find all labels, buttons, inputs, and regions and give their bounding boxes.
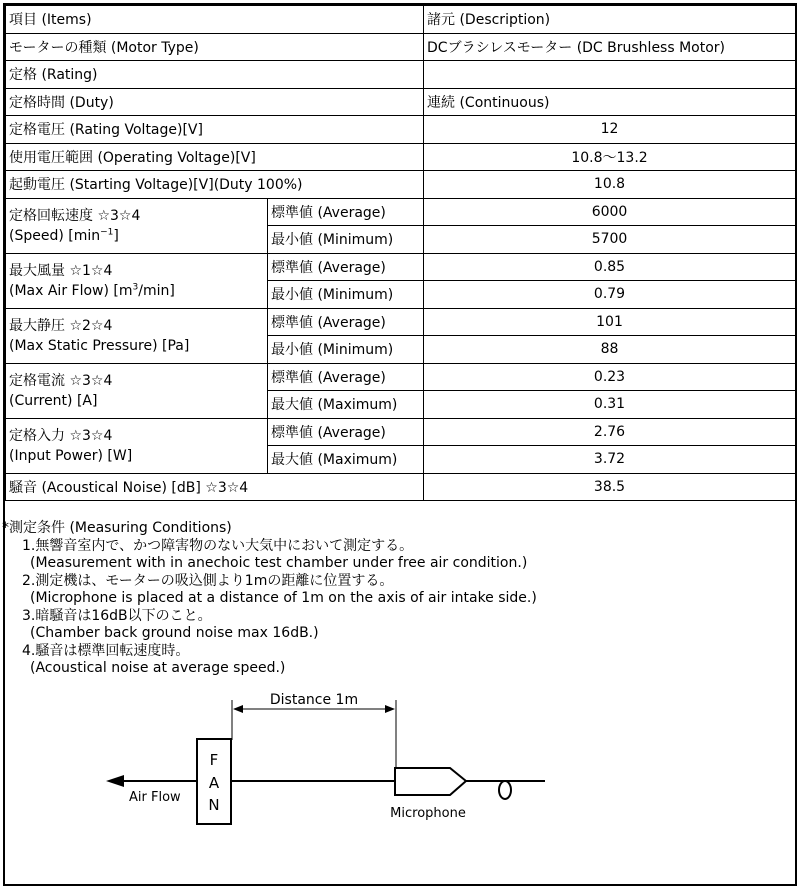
airflow-average-label: 標準値 (Average): [268, 253, 424, 281]
power-maximum-label: 最大値 (Maximum): [268, 446, 424, 474]
fan-letter-f: F: [209, 751, 219, 769]
rating-voltage-value: 12: [424, 116, 796, 144]
note-4-en: (Acoustical noise at average speed.): [30, 660, 286, 676]
airflow-minimum-label: 最小値 (Minimum): [268, 281, 424, 309]
speed-minimum-value: 5700: [424, 226, 796, 254]
speed-average-label: 標準値 (Average): [268, 198, 424, 226]
current-average-value: 0.23: [424, 363, 796, 391]
pressure-average-label: 標準値 (Average): [268, 308, 424, 336]
speed-label-en: (Speed) $[\min^{-1}]$: [9, 226, 119, 244]
motor-type-label: モーターの種類 (Motor Type): [6, 33, 424, 61]
rating-voltage-label: 定格電圧 (Rating Voltage)[V]: [6, 116, 424, 144]
airflow-arrow-icon: [106, 775, 124, 787]
cable-loop: [499, 781, 511, 799]
note-4-jp: 4.騒音は標準回転速度時。: [22, 642, 190, 659]
pressure-label-en: (Max Static Pressure) [Pa]: [9, 337, 190, 354]
airflow-label-en: (Max Air Flow) $[m^3/\min]$: [9, 281, 175, 299]
duty-value: 連続 (Continuous): [424, 88, 796, 116]
microphone-label: Microphone: [390, 806, 466, 821]
power-average-label: 標準値 (Average): [268, 418, 424, 446]
airflow-minimum-value: 0.79: [424, 281, 796, 309]
current-maximum-label: 最大値 (Maximum): [268, 391, 424, 419]
airflow-average-value: 0.85: [424, 253, 796, 281]
speed-average-value: 6000: [424, 198, 796, 226]
current-average-label: 標準値 (Average): [268, 363, 424, 391]
airflow-label: Air Flow: [129, 790, 181, 805]
fan-letter-n: N: [208, 796, 220, 814]
power-label-en: (Input Power) [W]: [9, 447, 133, 464]
power-average-value: 2.76: [424, 418, 796, 446]
microphone-icon: [395, 768, 466, 795]
power-maximum-value: 3.72: [424, 446, 796, 474]
note-3-jp: 3.暗騒音は16dB以下のこと。: [22, 607, 212, 624]
distance-arrow-right: [385, 705, 395, 713]
speed-label-jp: 定格回転速度 ☆3☆4: [9, 207, 141, 224]
pressure-label-jp: 最大静圧 ☆2☆4: [9, 317, 113, 334]
duty-label: 定格時間 (Duty): [6, 88, 424, 116]
airflow-label-jp: 最大風量 ☆1☆4: [9, 262, 113, 279]
header-item: 項目 (Items): [6, 6, 424, 34]
distance-label: Distance 1m: [269, 692, 359, 708]
note-3-en: (Chamber back ground noise max 16dB.): [30, 625, 319, 641]
note-2-en: (Microphone is placed at a distance of 1m on the axis of air intake side.): [30, 590, 537, 606]
current-label-en: (Current) [A]: [9, 392, 98, 409]
operating-voltage-label: 使用電圧範囲 (Operating Voltage)[V]: [6, 143, 424, 171]
operating-voltage-value: 10.8～13.2: [424, 143, 796, 171]
pressure-minimum-value: 88: [424, 336, 796, 364]
speed-minimum-label: 最小値 (Minimum): [268, 226, 424, 254]
distance-arrow-left: [233, 705, 243, 713]
pressure-average-value: 101: [424, 308, 796, 336]
note-1-jp: 1.無響音室内で、かつ障害物のない大気中において測定する。: [22, 537, 414, 554]
current-maximum-value: 0.31: [424, 391, 796, 419]
noise-label: 騒音 (Acoustical Noise) [dB] ☆3☆4: [6, 473, 424, 501]
rating-label: 定格 (Rating): [6, 61, 424, 89]
note-2-jp: 2.測定機は、モーターの吸込側より1mの距離に位置する。: [22, 572, 394, 589]
starting-voltage-label: 起動電圧 (Starting Voltage)[V](Duty 100%): [6, 171, 424, 199]
motor-type-value: DCブラシレスモーター (DC Brushless Motor): [424, 33, 796, 61]
starting-voltage-value: 10.8: [424, 171, 796, 199]
power-label-jp: 定格入力 ☆3☆4: [9, 427, 113, 444]
notes-title: *測定条件 (Measuring Conditions): [2, 520, 232, 536]
note-1-en: (Measurement with in anechoic test chamber under free air condition.): [30, 555, 528, 571]
pressure-minimum-label: 最小値 (Minimum): [268, 336, 424, 364]
header-description: 諸元 (Description): [424, 6, 796, 34]
fan-letter-a: A: [208, 774, 220, 792]
current-label-jp: 定格電流 ☆3☆4: [9, 372, 113, 389]
noise-value: 38.5: [424, 473, 796, 501]
